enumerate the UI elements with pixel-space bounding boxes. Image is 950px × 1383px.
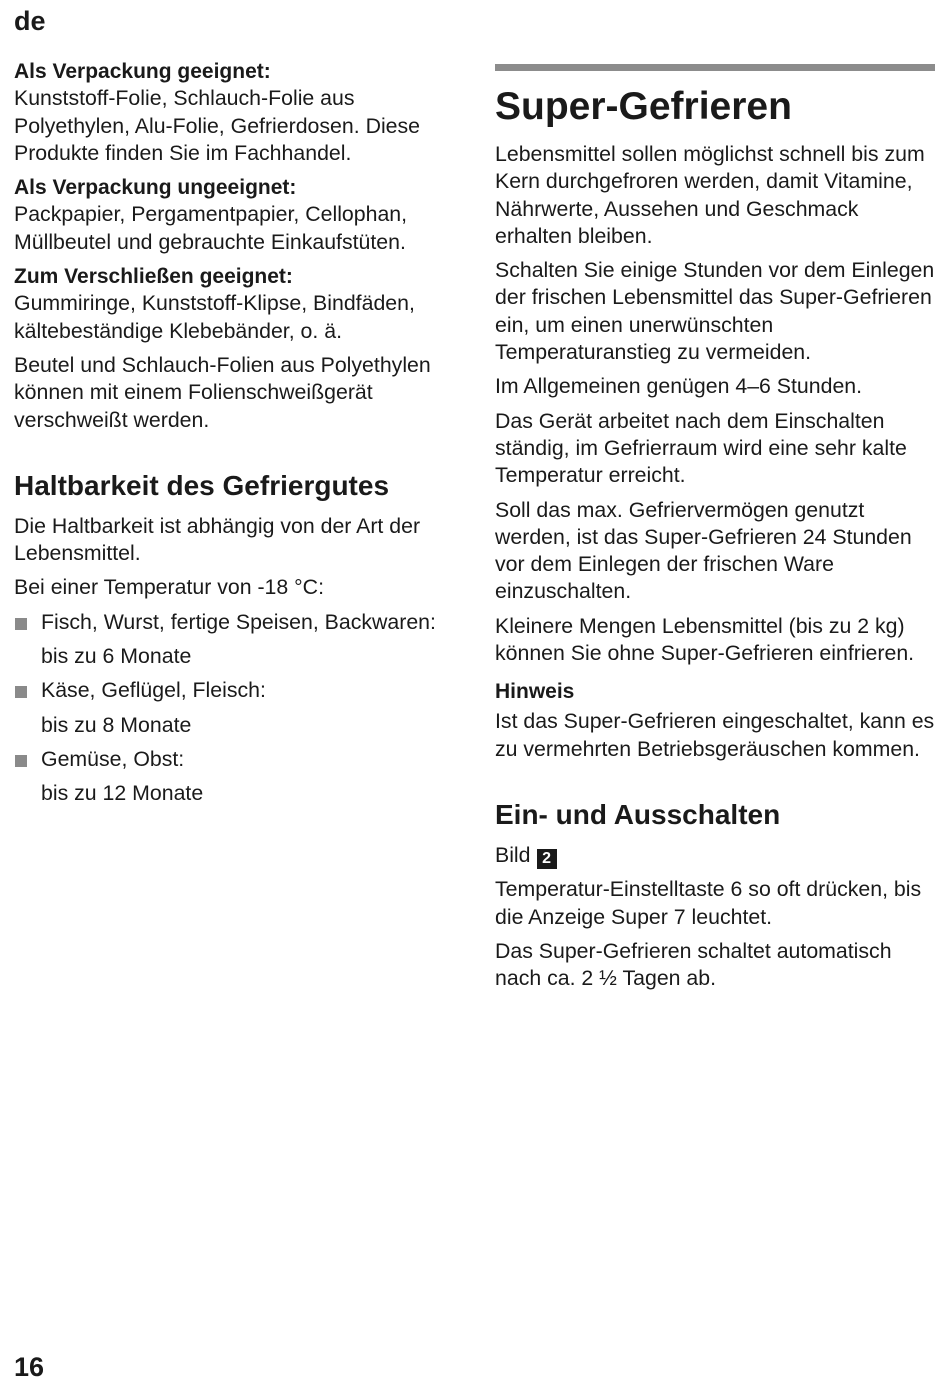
page-number: 16 [14,1352,45,1382]
square-bullet-icon [15,618,27,630]
list-item-duration: bis zu 12 Monate [41,781,204,806]
storage-list [14,609,464,808]
list-item-text: Käse, Geflügel, Fleisch: [41,678,266,703]
paragraph: Temperatur-Einstelltaste 6 so oft drücken, bis die Anzeige Super 7 leuchtet. [495,877,922,929]
heading-super-gefrieren: Super-Gefrieren [495,85,792,128]
block-text: Gummiringe, Kunststoff-Klipse, Bindfäden, kältebeständige Klebebänder, o. ä. [14,291,415,343]
list-item-text: Fisch, Wurst, fertige Speisen, Backwaren: [41,609,436,634]
figure-reference [495,842,935,869]
left-column [14,58,464,815]
heading-haltbarkeit: Haltbarkeit des Gefriergutes [14,469,390,501]
list-item-text: Gemüse, Obst: [41,746,185,771]
square-bullet-icon [15,755,27,767]
paragraph: Kleinere Mengen Lebensmittel (bis zu 2 kg) können Sie ohne Super-Gefrieren einfrieren. [495,613,915,666]
figure-label: Bild [495,842,531,867]
list-item [14,746,464,808]
block-verpackung-ungeeignet [14,174,464,256]
block-text: Packpapier, Pergamentpapier, Cellophan, Müllbeutel und gebrauchte Einkaufstüten. [14,202,408,254]
list-item [14,677,464,739]
list-item-duration: bis zu 6 Monate [41,644,192,669]
heading-hinweis: Hinweis [495,680,575,704]
list-item [14,609,464,671]
block-verpackung-geeignet [14,58,464,167]
block-label: Zum Verschließen geeignet: [14,265,293,289]
list-item-duration: bis zu 8 Monate [41,712,192,737]
paragraph-temperature: Bei einer Temperatur von -18 °C: [14,575,324,600]
paragraph: Schalten Sie einige Stunden vor dem Einlegen der frischen Lebensmittel das Super-Gefrieren ein, um einen unerwünschten Temperaturanstieg zu vermeiden. [495,258,935,365]
section-rule [495,64,935,71]
figure-number-badge: 2 [537,849,557,869]
paragraph-folien: Beutel und Schlauch-Folien aus Polyethylen können mit einem Folienschweißgerät verschweißt werden. [14,352,431,432]
paragraph-hinweis: Ist das Super-Gefrieren eingeschaltet, kann es zu vermehrten Betriebsgeräuschen kommen. [495,709,935,761]
paragraph: Das Super-Gefrieren schaltet automatisch nach ca. 2 ½ Tagen ab. [495,938,892,991]
block-label: Als Verpackung geeignet: [14,60,271,83]
language-code: de [14,6,46,36]
heading-ein-ausschalten: Ein- und Ausschalten [495,798,781,830]
paragraph: Das Gerät arbeitet nach dem Einschalten ständig, im Gefrierraum wird eine sehr kalte Temperatur erreicht. [495,408,907,488]
block-text: Kunststoff-Folie, Schlauch-Folie aus Polyethylen, Alu-Folie, Gefrierdosen. Diese Produkte finden Sie im Fachhandel. [14,86,421,165]
block-label: Als Verpackung ungeeignet: [14,176,297,200]
paragraph: Im Allgemeinen genügen 4–6 Stunden. [495,374,863,399]
right-column [495,64,935,999]
paragraph-haltbarkeit-intro: Die Haltbarkeit ist abhängig von der Art der Lebensmittel. [14,513,421,566]
paragraph: Soll das max. Gefriervermögen genutzt werden, ist das Super-Gefrieren 24 Stunden vor dem Einlegen der frischen Ware einzuschalten. [495,497,912,604]
block-verschliessen-geeignet [14,263,464,345]
square-bullet-icon [15,686,27,698]
paragraph: Lebensmittel sollen möglichst schnell bis zum Kern durchgefroren werden, damit Vitamine, Nährwerte, Aussehen und Geschmack erhalten bleiben. [495,142,925,248]
